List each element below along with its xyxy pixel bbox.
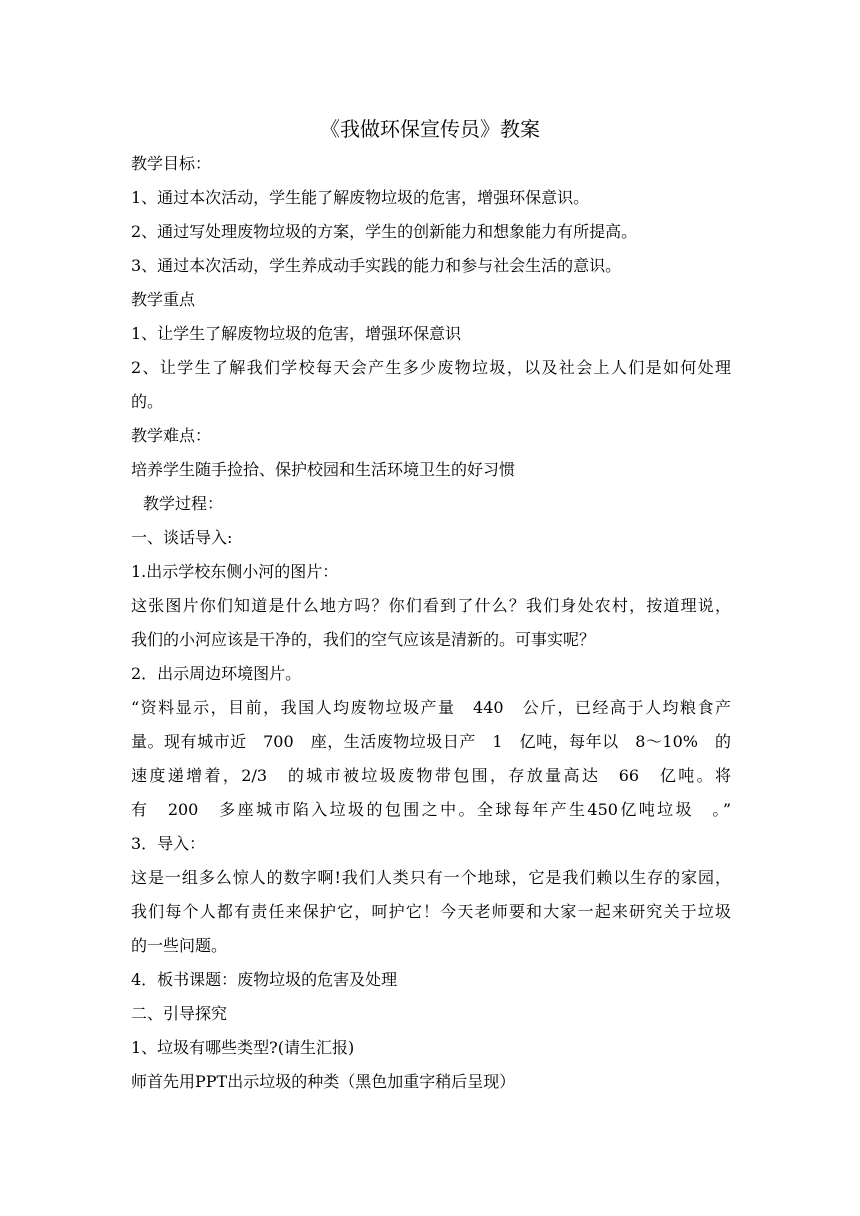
- quote-line-1: “资料显示，目前，我国人均废物垃圾产量 440 公斤，已经高于人均粮食产: [131, 698, 731, 717]
- difficulty-1: 培养学生随手捡拾、保护校园和生活环境卫生的好习惯: [131, 460, 516, 479]
- step-1-1: 1.出示学校东侧小河的图片：: [131, 562, 339, 581]
- paragraph-river-line-2: 我们的小河应该是干净的，我们的空气应该是清新的。可事实呢？: [131, 630, 596, 649]
- section-heading-objectives: 教学目标：: [131, 154, 212, 173]
- key-point-2-line-2: 的。: [131, 392, 164, 411]
- step-1-3: 3．导入：: [131, 834, 206, 853]
- step-2-1: 1、垃圾有哪些类型?(请生汇报): [131, 1038, 355, 1057]
- step-1-4: 4．板书课题：废物垃圾的危害及处理: [131, 970, 398, 989]
- document-title: 《我做环保宣传员》教案: [320, 117, 540, 141]
- quote-line-2: 量。现有城市近 700 座，生活废物垃圾日产 1 亿吨，每年以 8～10% 的: [131, 732, 731, 751]
- quote-line-3: 速度递增着，2/3 的城市被垃圾废物带包围，存放量高达 66 亿吨。将: [131, 766, 731, 785]
- paragraph-river-line-1: 这张图片你们知道是什么地方吗？你们看到了什么？我们身处农村，按道理说，: [131, 596, 731, 615]
- objective-2: 2、通过写处理废物垃圾的方案，学生的创新能力和想象能力有所提高。: [131, 222, 638, 241]
- key-point-2-line-1: 2、让学生了解我们学校每天会产生多少废物垃圾，以及社会上人们是如何处理: [131, 358, 731, 377]
- section-heading-process: 教学过程：: [143, 494, 224, 513]
- quote-line-4: 有 200 多座城市陷入垃圾的包围之中。全球每年产生450亿吨垃圾 。”: [131, 800, 731, 819]
- step-heading-intro: 一、谈话导入:: [131, 528, 233, 547]
- step-1-2: 2．出示周边环境图片。: [131, 664, 302, 683]
- step-heading-explore: 二、引导探究: [131, 1004, 228, 1023]
- paragraph-earth-line-2: 我们每个人都有责任来保护它，呵护它！今天老师要和大家一起来研究关于垃圾: [131, 902, 731, 921]
- objective-1: 1、通过本次活动，学生能了解废物垃圾的危害，增强环保意识。: [131, 188, 590, 207]
- paragraph-earth-line-1: 这是一组多么惊人的数字啊!我们人类只有一个地球，它是我们赖以生存的家园，: [131, 868, 731, 887]
- document-body: [131, 147, 731, 1099]
- key-point-1: 1、让学生了解废物垃圾的危害，增强环保意识: [131, 324, 462, 343]
- step-2-1-detail: 师首先用PPT出示垃圾的种类（黑色加重字稍后呈现）: [131, 1072, 516, 1091]
- objective-3: 3、通过本次活动，学生养成动手实践的能力和参与社会生活的意识。: [131, 256, 622, 275]
- section-heading-key-points: 教学重点: [131, 290, 196, 309]
- section-heading-difficulties: 教学难点：: [131, 426, 212, 445]
- paragraph-earth-line-3: 的一些问题。: [131, 936, 228, 955]
